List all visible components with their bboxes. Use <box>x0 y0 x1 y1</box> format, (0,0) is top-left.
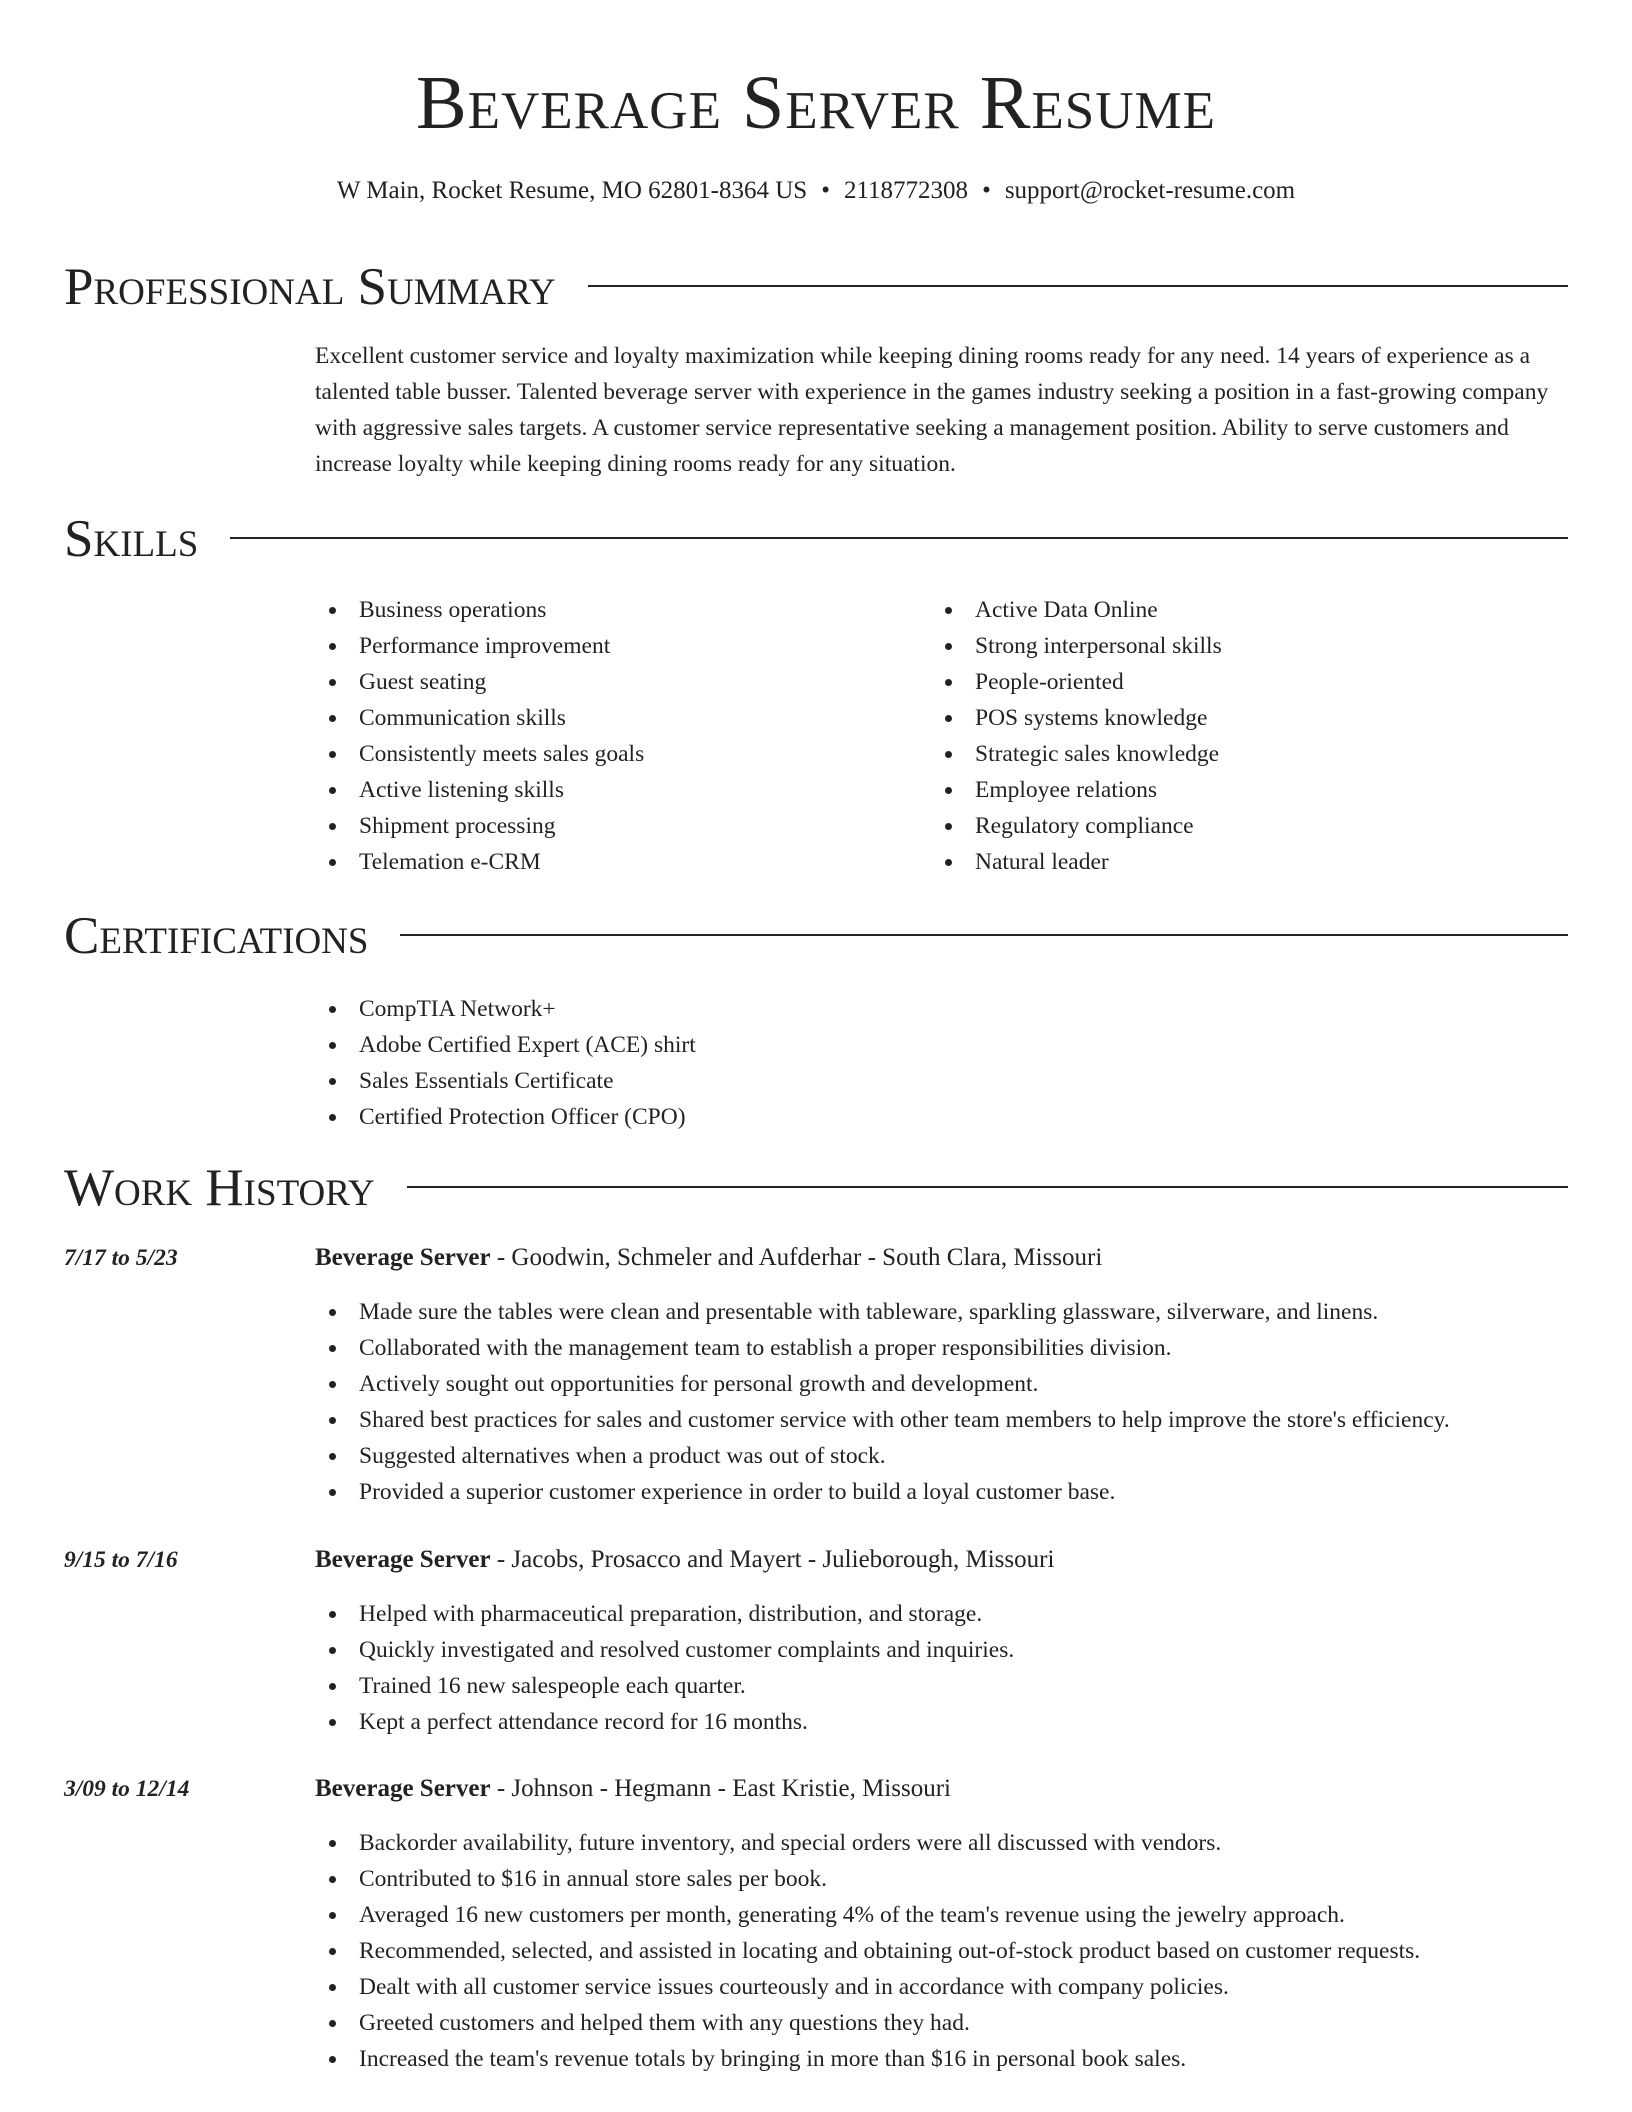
list-item <box>315 1632 1575 1668</box>
list-item <box>315 1438 1575 1474</box>
list-item <box>315 1474 1575 1510</box>
list-item-text: POS systems knowledge <box>975 705 1208 731</box>
list-item <box>931 664 1531 700</box>
job-employer: - Goodwin, Schmeler and Aufderhar - South Clara, Missouri <box>490 1244 1103 1271</box>
skills-heading <box>64 509 1568 569</box>
skills-list-left <box>315 592 915 880</box>
list-item-text: Adobe Certified Expert (ACE) shirt <box>359 1032 696 1058</box>
job-heading <box>315 1542 1054 1578</box>
job-title: Beverage Server <box>315 1546 491 1573</box>
list-item-text: Communication skills <box>359 705 566 731</box>
list-item <box>315 1704 1575 1740</box>
list-item-text: Guest seating <box>359 669 487 695</box>
work-history-heading-text: Work History <box>64 1159 375 1217</box>
bullet-icon <box>329 1309 336 1316</box>
list-item <box>315 1099 1215 1135</box>
job-bullets <box>315 1596 1575 1740</box>
list-item <box>315 1825 1575 1861</box>
list-item-text: Provided a superior customer experience in order to build a loyal customer base. <box>359 1479 1116 1505</box>
bullet-icon <box>329 679 336 686</box>
bullet-icon <box>945 787 952 794</box>
job-bullets <box>315 1294 1575 1510</box>
list-item <box>315 1294 1575 1330</box>
certifications-heading-text: Certifications <box>64 907 369 965</box>
list-item-text: Regulatory compliance <box>975 813 1194 839</box>
bullet-icon <box>329 1078 336 1085</box>
list-item-text: Business operations <box>359 597 547 623</box>
list-item-text: Made sure the tables were clean and presentable with tableware, sparkling glassware, silverware, and linens. <box>359 1299 1379 1325</box>
list-item-text: Shipment processing <box>359 813 556 839</box>
job-dates: 9/15 to 7/16 <box>64 1547 178 1573</box>
list-item <box>315 1596 1575 1632</box>
section-divider <box>400 934 1568 936</box>
bullet-icon <box>329 607 336 614</box>
list-item <box>931 592 1531 628</box>
bullet-icon <box>329 1006 336 1013</box>
certifications-heading <box>64 906 1568 966</box>
section-divider <box>588 285 1568 287</box>
list-item <box>315 1027 1215 1063</box>
list-item-text: Performance improvement <box>359 633 611 659</box>
list-item-text: Backorder availability, future inventory, and special orders were all discussed with vendors. <box>359 1830 1222 1856</box>
list-item <box>315 592 915 628</box>
list-item-text: Suggested alternatives when a product was out of stock. <box>359 1443 886 1469</box>
bullet-icon <box>945 607 952 614</box>
bullet-icon <box>329 1912 336 1919</box>
list-item-text: Consistently meets sales goals <box>359 741 645 767</box>
list-item-text: Contributed to $16 in annual store sales per book. <box>359 1866 827 1892</box>
resume-title: Beverage Server Resume <box>415 61 1217 145</box>
list-item <box>315 664 915 700</box>
bullet-icon <box>329 1647 336 1654</box>
list-item-text: Shared best practices for sales and customer service with other team members to help improve the store's efficiency. <box>359 1407 1450 1433</box>
list-item <box>315 2005 1575 2041</box>
list-item-text: Collaborated with the management team to establish a proper responsibilities division. <box>359 1335 1172 1361</box>
list-item-text: Actively sought out opportunities for personal growth and development. <box>359 1371 1039 1397</box>
list-item-text: Increased the team's revenue totals by bringing in more than $16 in personal book sales. <box>359 2046 1187 2072</box>
job-title: Beverage Server <box>315 1775 491 1802</box>
skills-heading-text: Skills <box>64 510 199 568</box>
contact-line <box>0 174 1632 208</box>
summary-heading <box>64 257 1568 317</box>
bullet-icon <box>329 787 336 794</box>
list-item <box>315 772 915 808</box>
bullet-icon <box>329 1840 336 1847</box>
list-item-text: Trained 16 new salespeople each quarter. <box>359 1673 746 1699</box>
bullet-icon <box>329 1489 336 1496</box>
section-divider <box>230 537 1568 539</box>
certifications-list <box>315 991 1215 1135</box>
bullet-icon <box>329 1453 336 1460</box>
list-item <box>315 1861 1575 1897</box>
list-item-text: Active listening skills <box>359 777 564 803</box>
bullet-icon <box>329 1984 336 1991</box>
list-item <box>931 808 1531 844</box>
contact-address: W Main, Rocket Resume, MO 62801-8364 US <box>336 177 808 204</box>
list-item-text: Helped with pharmaceutical preparation, distribution, and storage. <box>359 1601 983 1627</box>
job-dates: 3/09 to 12/14 <box>64 1776 190 1802</box>
bullet-icon <box>329 2056 336 2063</box>
list-item-text: CompTIA Network+ <box>359 996 556 1022</box>
list-item <box>315 1897 1575 1933</box>
list-item <box>315 808 915 844</box>
bullet-icon <box>329 1114 336 1121</box>
contact-separator: • <box>821 177 830 204</box>
job-title: Beverage Server <box>315 1244 491 1271</box>
list-item <box>931 844 1531 880</box>
bullet-icon <box>945 823 952 830</box>
list-item-text: Kept a perfect attendance record for 16 months. <box>359 1709 808 1735</box>
skills-list-right <box>931 592 1531 880</box>
list-item-text: Certified Protection Officer (CPO) <box>359 1104 686 1130</box>
bullet-icon <box>329 1876 336 1883</box>
list-item-text: People-oriented <box>975 669 1124 695</box>
list-item-text: Recommended, selected, and assisted in locating and obtaining out-of-stock product based on customer requests. <box>359 1938 1421 1964</box>
list-item <box>931 772 1531 808</box>
section-divider <box>407 1186 1568 1188</box>
list-item <box>315 844 915 880</box>
list-item-text: Active Data Online <box>975 597 1158 623</box>
list-item-text: Telemation e-CRM <box>359 849 541 875</box>
bullet-icon <box>329 751 336 758</box>
list-item <box>315 1402 1575 1438</box>
list-item-text: Strategic sales knowledge <box>975 741 1220 767</box>
list-item <box>315 628 915 664</box>
bullet-icon <box>329 1948 336 1955</box>
list-item-text: Averaged 16 new customers per month, generating 4% of the team's revenue using the jewelry approach. <box>359 1902 1345 1928</box>
summary-heading-text: Professional Summary <box>64 258 556 316</box>
list-item <box>315 1330 1575 1366</box>
job-heading <box>315 1240 1102 1276</box>
job-heading <box>315 1771 951 1807</box>
bullet-icon <box>329 1719 336 1726</box>
list-item-text: Greeted customers and helped them with any questions they had. <box>359 2010 970 2036</box>
list-item <box>315 2041 1575 2077</box>
contact-phone: 2118772308 <box>843 177 969 204</box>
list-item-text: Natural leader <box>975 849 1109 875</box>
bullet-icon <box>329 1381 336 1388</box>
list-item-text: Sales Essentials Certificate <box>359 1068 614 1094</box>
bullet-icon <box>329 1042 336 1049</box>
bullet-icon <box>329 1417 336 1424</box>
job-employer: - Johnson - Hegmann - East Kristie, Missouri <box>490 1775 951 1802</box>
list-item <box>931 700 1531 736</box>
bullet-icon <box>329 859 336 866</box>
bullet-icon <box>329 643 336 650</box>
contact-separator: • <box>982 177 991 204</box>
bullet-icon <box>945 643 952 650</box>
list-item <box>315 991 1215 1027</box>
list-item-text: Dealt with all customer service issues courteously and in accordance with company policies. <box>359 1974 1229 2000</box>
bullet-icon <box>945 859 952 866</box>
bullet-icon <box>329 823 336 830</box>
job-bullets <box>315 1825 1575 2077</box>
list-item <box>315 1668 1575 1704</box>
contact-email[interactable]: support@rocket-resume.com <box>1004 177 1296 204</box>
work-history-heading <box>64 1158 1568 1218</box>
summary-text: Excellent customer service and loyalty maximization while keeping dining rooms ready for any need. 14 years of experience as a talented table busser. Talented beverage server with experience in the games industry seeking a position in a fast-growing company with aggressive sales targets. A customer service representative seeking a management position. Ability to serve customers and increase loyalty while keeping dining rooms ready for any situation. <box>315 343 1549 477</box>
bullet-icon <box>329 1611 336 1618</box>
bullet-icon <box>329 1345 336 1352</box>
list-item-text: Quickly investigated and resolved customer complaints and inquiries. <box>359 1637 1015 1663</box>
bullet-icon <box>945 679 952 686</box>
list-item <box>315 1969 1575 2005</box>
job-employer: - Jacobs, Prosacco and Mayert - Julieborough, Missouri <box>490 1546 1055 1573</box>
list-item <box>315 1366 1575 1402</box>
list-item <box>931 628 1531 664</box>
list-item <box>315 736 915 772</box>
bullet-icon <box>945 715 952 722</box>
list-item-text: Strong interpersonal skills <box>975 633 1222 659</box>
list-item <box>315 700 915 736</box>
list-item-text: Employee relations <box>975 777 1158 803</box>
bullet-icon <box>329 1683 336 1690</box>
bullet-icon <box>329 2020 336 2027</box>
list-item <box>315 1933 1575 1969</box>
bullet-icon <box>329 715 336 722</box>
bullet-icon <box>945 751 952 758</box>
list-item <box>315 1063 1215 1099</box>
job-dates: 7/17 to 5/23 <box>64 1245 178 1271</box>
list-item <box>931 736 1531 772</box>
